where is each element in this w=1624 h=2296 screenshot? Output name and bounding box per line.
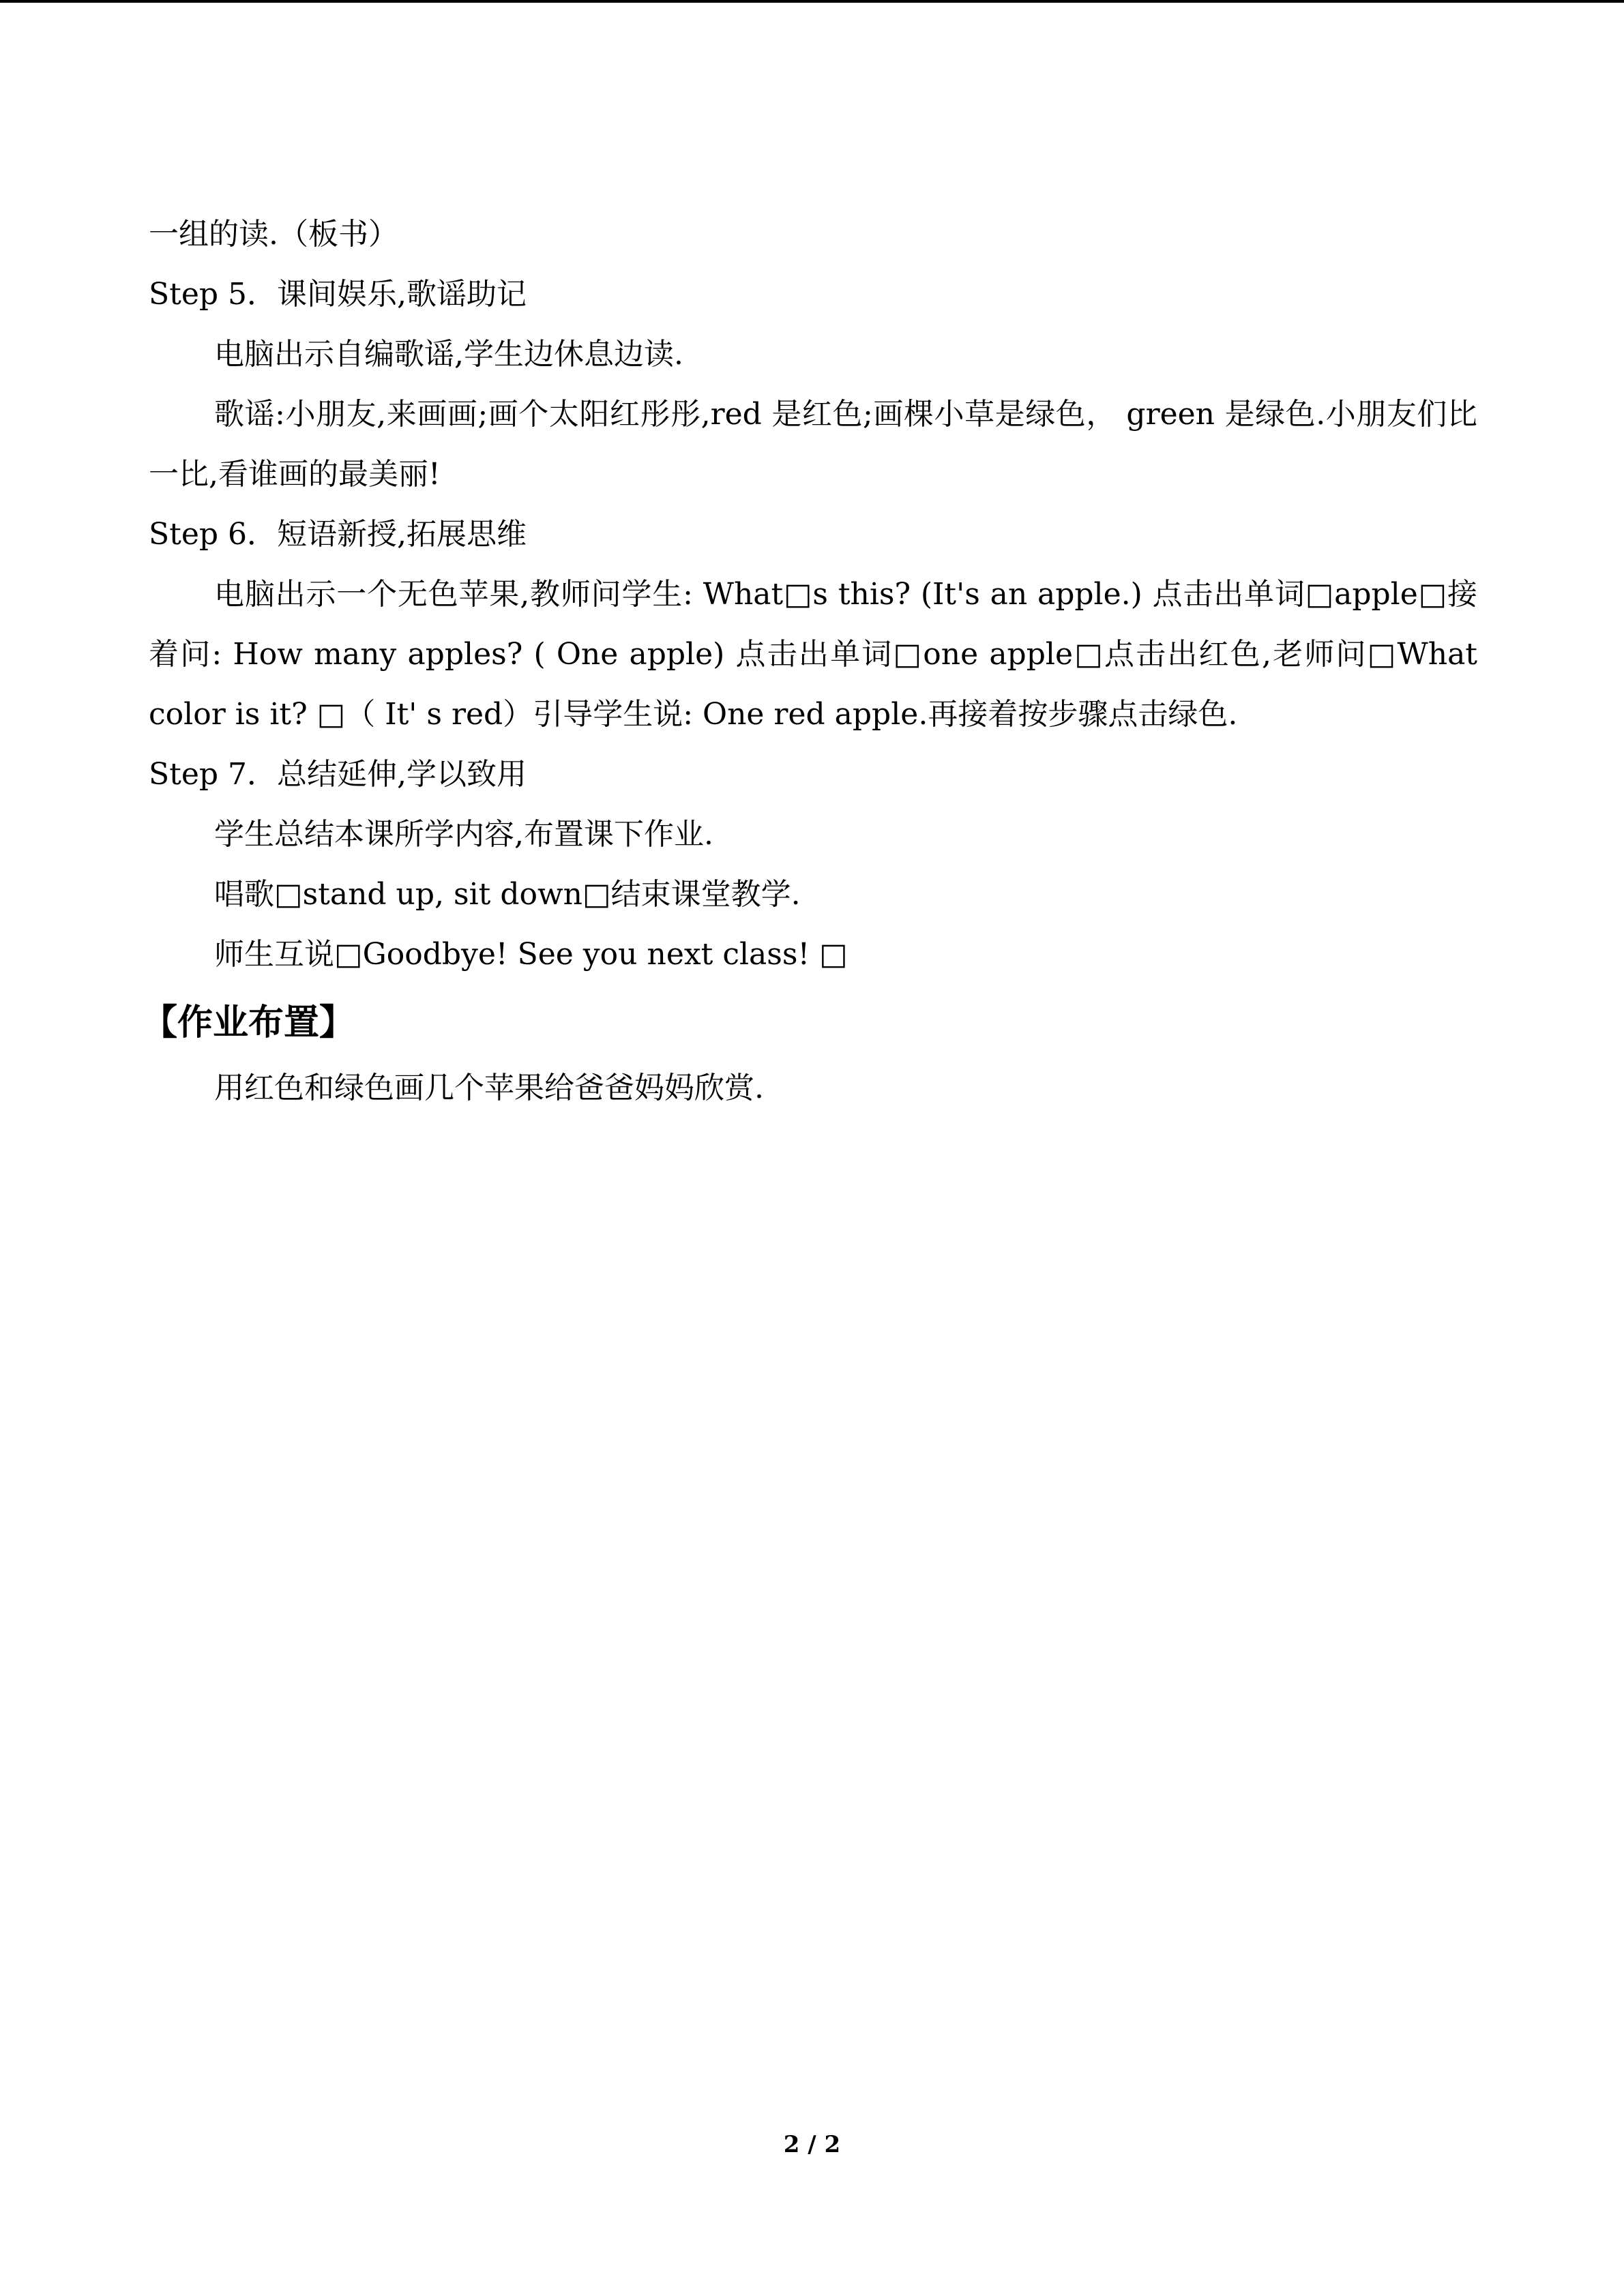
step5-paragraph-1: 电脑出示自编歌谣,学生边休息边读. <box>214 337 683 372</box>
page-number: 2 / 2 <box>783 2131 841 2158</box>
step6-title: Step 6．短语新授,拓展思维 <box>149 517 527 552</box>
step7-paragraph-2: 唱歌□stand up, sit down□结束课堂教学. <box>214 877 801 912</box>
step5-paragraph-2: 歌谣:小朋友,来画画;画个太阳红彤彤,red 是红色;画棵小草是绿色， green 是绿色.小朋友们比一比,看谁画的最美丽! <box>149 397 1477 492</box>
step7-paragraph-3: 师生互说□Goodbye! See you next class! □ <box>214 937 848 972</box>
step5-title: Step 5．课间娱乐,歌谣助记 <box>149 277 527 312</box>
top-border-line <box>0 0 1624 3</box>
step6-paragraph-1: 电脑出示一个无色苹果,教师问学生: What□s this? (It's an apple.) 点击出单词□apple□接着问: How many apples? ( One apple) 点击出单词□one apple□点击出红色,老师问□What color is it? □（ It' s red）引导学生说: One red apple.再接着按步骤点击绿色. <box>149 577 1477 732</box>
step7-title: Step 7．总结延伸,学以致用 <box>149 757 527 792</box>
document-body <box>142 205 1477 1118</box>
board-note-line: 一组的读.（板书） <box>149 217 398 252</box>
step7-paragraph-1: 学生总结本课所学内容,布置课下作业. <box>214 817 713 852</box>
homework-text: 用红色和绿色画几个苹果给爸爸妈妈欣赏. <box>214 1071 764 1105</box>
homework-heading: 【作业布置】 <box>142 1002 355 1043</box>
